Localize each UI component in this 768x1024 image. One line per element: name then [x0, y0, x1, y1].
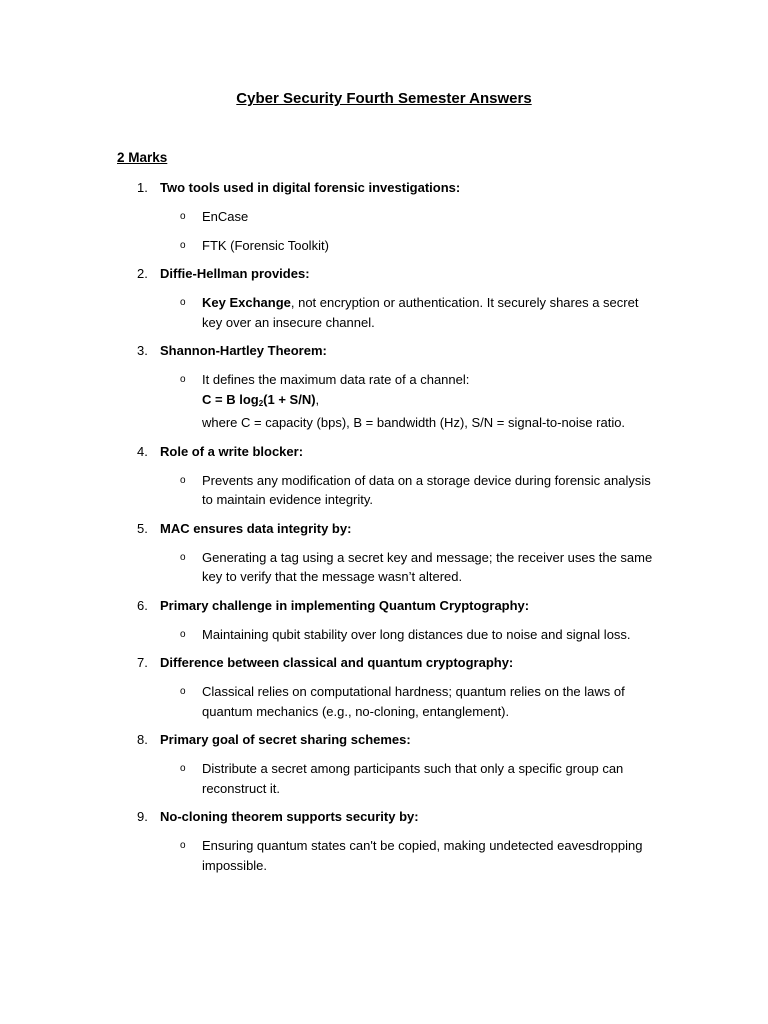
question-item: [0, 519, 768, 587]
question-text: No-cloning theorem supports security by:: [160, 809, 419, 824]
answer-item: [0, 548, 662, 587]
question-text: MAC ensures data integrity by:: [160, 520, 352, 536]
formula-rest: (1 + S/N): [263, 391, 316, 407]
answer-item: [0, 236, 662, 256]
answer-item: [0, 471, 662, 510]
question-text: Role of a write blocker:: [160, 443, 304, 459]
question-text: Primary challenge in implementing Quantum Cryptography:: [160, 597, 530, 613]
bullet-icon: o: [180, 211, 186, 222]
answer-list: [0, 293, 768, 332]
formula: [202, 390, 662, 414]
answer-text: Maintaining qubit stability over long distances due to noise and signal loss.: [202, 626, 631, 642]
bullet-icon: o: [180, 474, 186, 486]
question-item: [0, 596, 768, 645]
formula-main: C = B log: [202, 391, 259, 407]
bullet-icon: o: [180, 239, 186, 251]
answer-text: FTK (Forensic Toolkit): [202, 237, 329, 253]
answer-list: [0, 836, 768, 875]
bullet-icon: o: [180, 551, 186, 563]
answer-list: [0, 370, 768, 433]
question-number: 3.: [137, 343, 148, 358]
answer-item: [0, 759, 662, 798]
answer-text: Distribute a secret among participants such that only a specific group can reconstruct it.: [202, 761, 624, 796]
question-text: Difference between classical and quantum cryptography:: [160, 655, 514, 670]
answer-text: where C = capacity (bps), B = bandwidth (Hz), S/N = signal-to-noise ratio.: [202, 415, 626, 430]
question-item: [0, 178, 768, 255]
question-number: 8.: [137, 732, 148, 747]
question-item: [0, 653, 768, 721]
question-item: [0, 442, 768, 510]
question-text: Two tools used in digital forensic investigations:: [160, 180, 461, 195]
answer-emphasis: Key Exchange: [202, 295, 291, 310]
answer-item: [0, 625, 662, 645]
bullet-icon: o: [180, 840, 186, 851]
question-number: 4.: [137, 443, 148, 459]
question-number: 6.: [137, 597, 148, 613]
question-item: [0, 341, 768, 433]
answer-list: [0, 625, 768, 645]
answer-item: [0, 682, 662, 721]
formula-subscript: 2: [258, 398, 264, 408]
question-text: Diffie-Hellman provides:: [160, 266, 310, 281]
answer-text: Prevents any modification of data on a storage device during forensic analysis to maintain evidence integrity.: [202, 472, 651, 507]
answer-item: [0, 293, 662, 332]
bullet-icon: o: [180, 374, 186, 385]
bullet-icon: o: [180, 297, 186, 308]
question-number: 9.: [137, 809, 148, 824]
formula-tail: ,: [315, 391, 320, 407]
answer-list: [0, 759, 768, 798]
question-number: 7.: [137, 655, 148, 670]
answer-text: , not encryption or authentication. It securely shares a secret key over an insecure channel.: [202, 295, 639, 330]
question-number: 2.: [137, 266, 148, 281]
question-text: Shannon-Hartley Theorem:: [160, 343, 327, 358]
question-number: 1.: [137, 180, 148, 195]
question-text: Primary goal of secret sharing schemes:: [160, 732, 411, 747]
bullet-icon: o: [180, 763, 186, 774]
document-title: Cyber Security Fourth Semester Answers: [236, 90, 532, 107]
answer-item: [0, 207, 662, 227]
answer-list: [0, 471, 768, 510]
answer-text: Generating a tag using a secret key and message; the receiver uses the same key to verify that the message wasn’t altered.: [202, 549, 653, 584]
bullet-icon: o: [180, 628, 186, 640]
answer-text: EnCase: [202, 209, 249, 224]
question-item: [0, 730, 768, 798]
section-heading: 2 Marks: [117, 150, 168, 165]
question-number: 5.: [137, 520, 148, 536]
answer-list: [0, 548, 768, 587]
answer-item: [0, 836, 662, 875]
answer-item: [0, 370, 662, 433]
answer-text: It defines the maximum data rate of a channel:: [202, 372, 470, 387]
answer-text: Ensuring quantum states can't be copied, making undetected eavesdropping impossible.: [202, 838, 643, 873]
answer-text: Classical relies on computational hardness; quantum relies on the laws of quantum mechanics (e.g., no-cloning, entanglement).: [202, 684, 625, 719]
question-item: [0, 807, 768, 875]
question-item: [0, 264, 768, 332]
question-list: [0, 178, 768, 884]
answer-list: [0, 682, 768, 721]
answer-list: [0, 207, 768, 255]
bullet-icon: o: [180, 686, 186, 697]
